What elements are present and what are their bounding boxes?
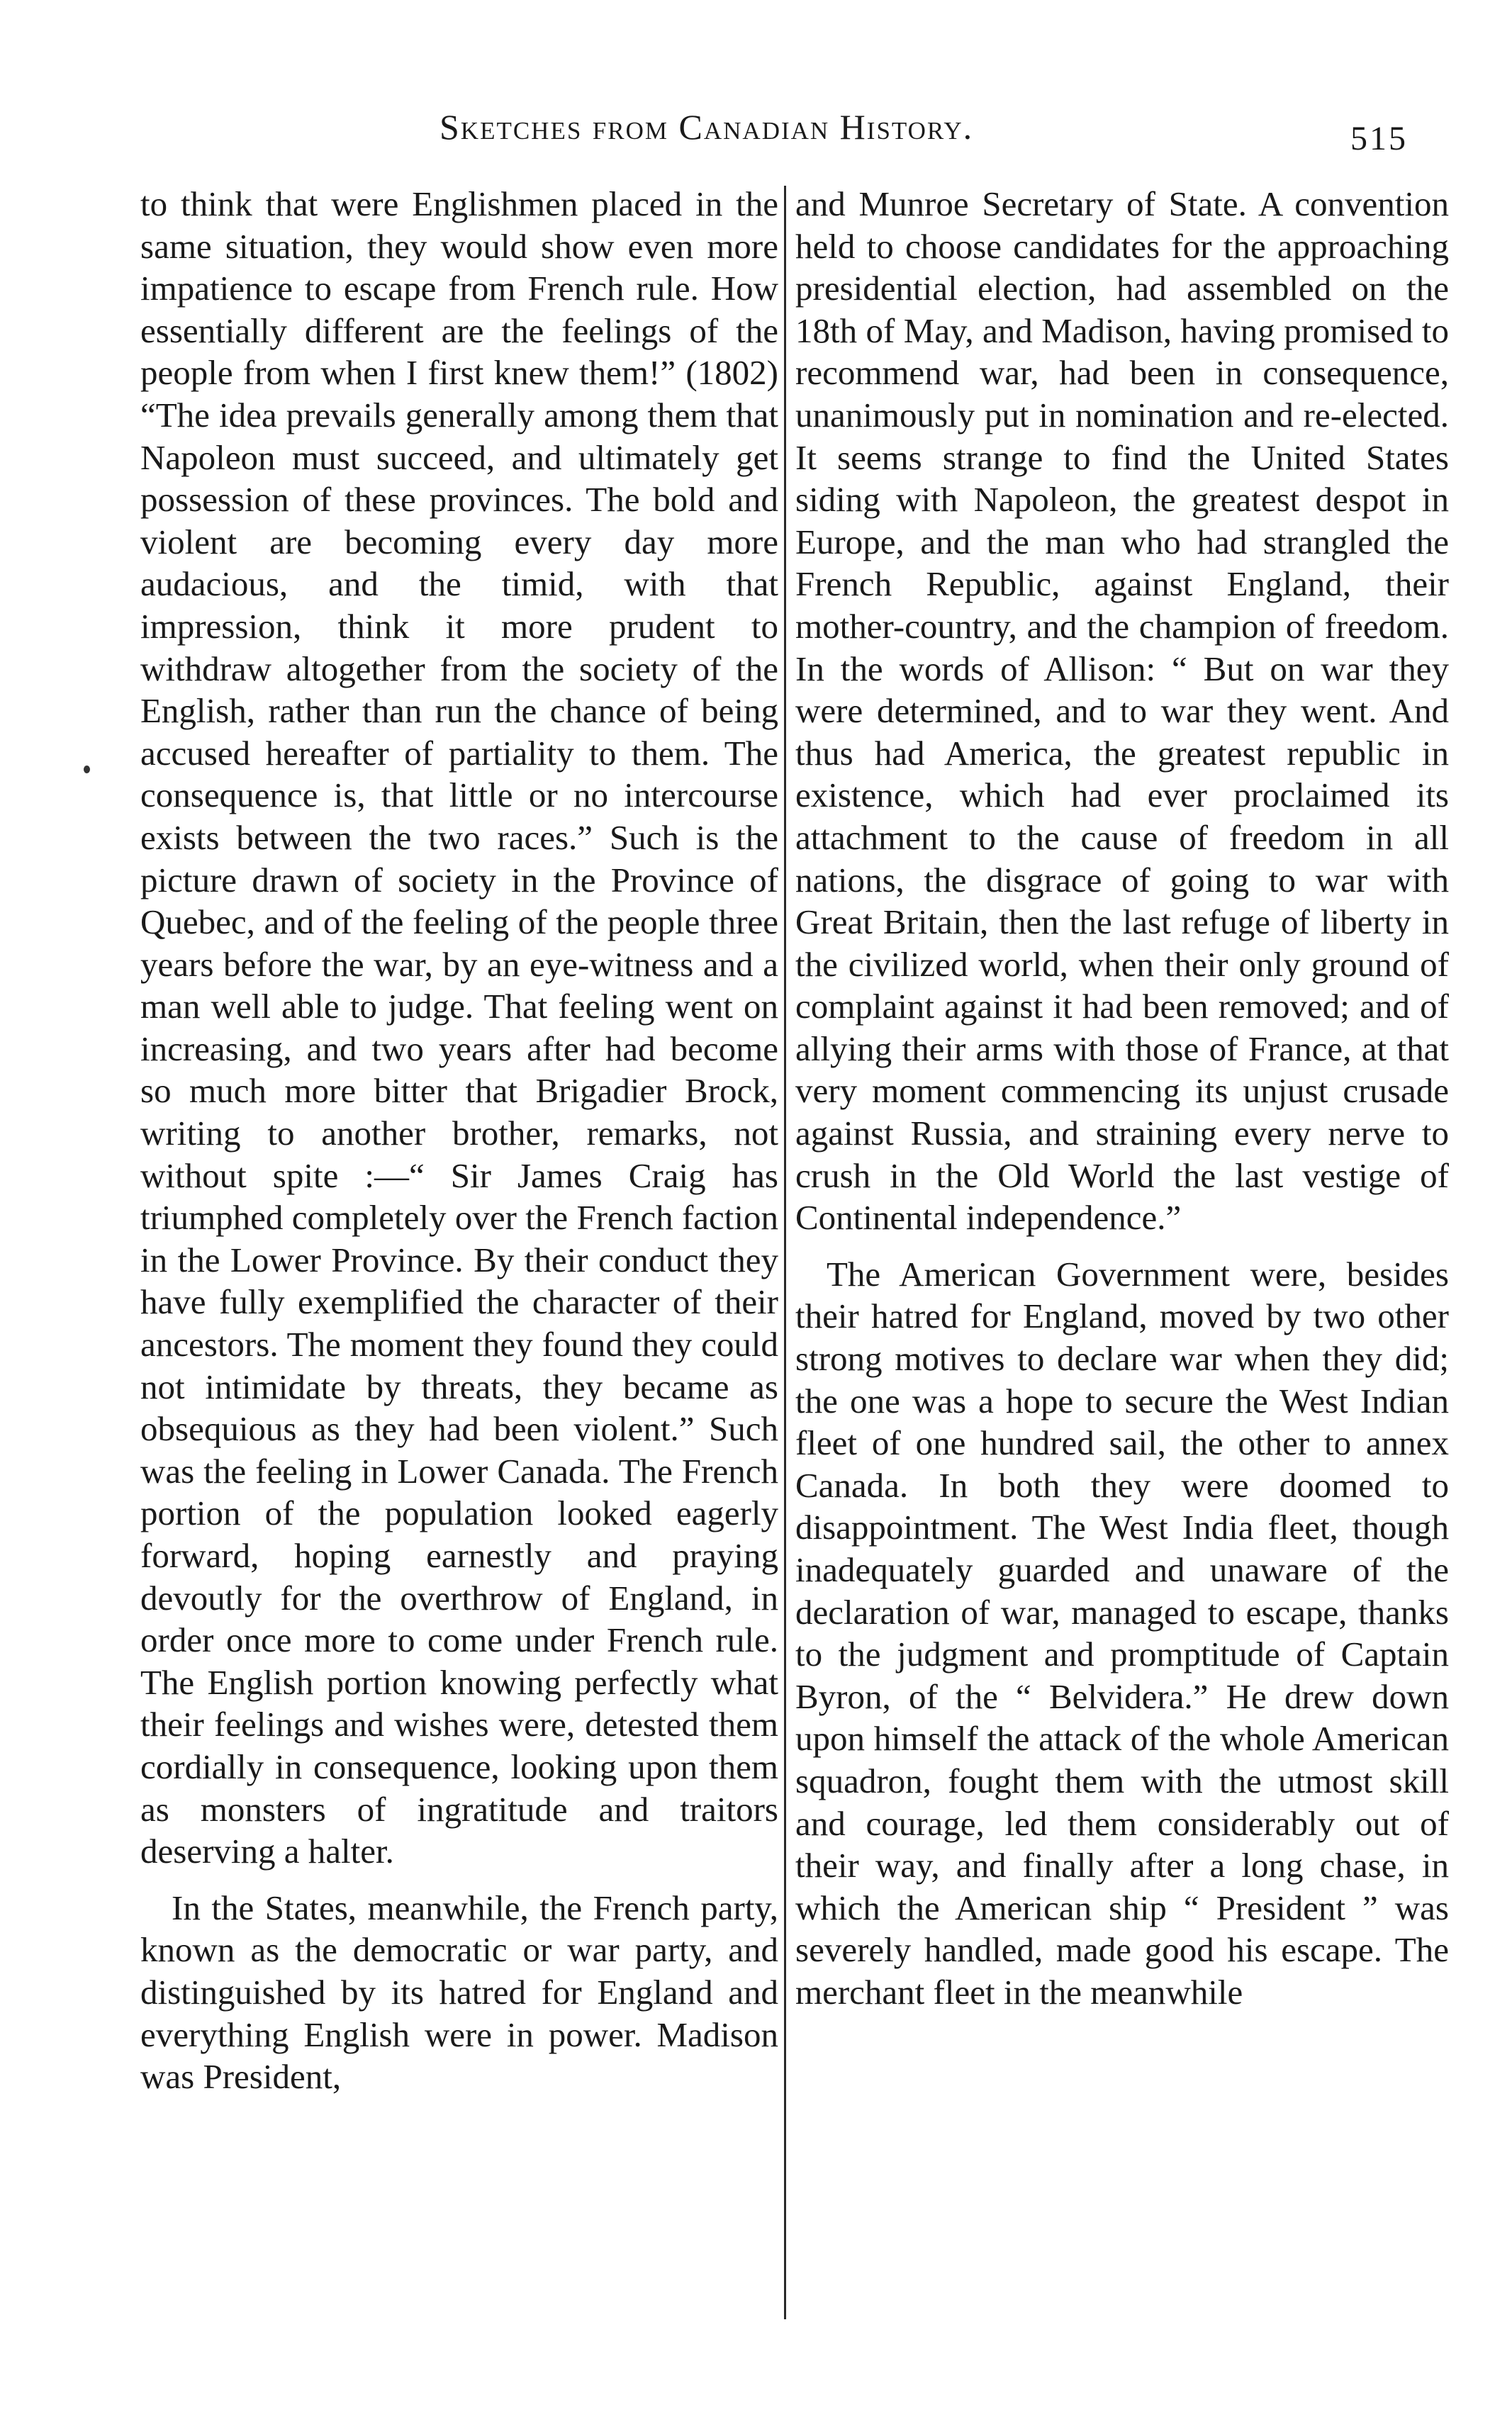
right-paragraph-2: The American Government were, besides their hatred for England, moved by two other strong motives to declare war when they did; the one was a hope to secure the West Indian fleet of one hundred sail, the other to annex Canada. In both they were doomed to disappointment. The West India fleet, though inadequately guarded and unaware of the declaration of war, managed to escape, thanks to the judgment and promptitude of Captain Byron, of the “ Belvidera.” He drew down upon himself the attack of the whole American squadron, fought them with the utmost skill and courage, led them considerably out of their way, and finally after a long chase, in which the American ship “ President ” was severely handled, made good his escape. The merchant fleet in the meanwhile (795, 1254, 1449, 2012)
column-divider (784, 186, 786, 2319)
left-column (140, 183, 778, 2098)
running-title: Sketches from Canadian History. (439, 107, 974, 147)
page-number: 515 (1350, 120, 1408, 157)
right-paragraph-1: and Munroe Secretary of State. A convention held to choose candidates for the approaching presidential election, had assembled on the 18th of May, and Madison, having promised to recommend war, had been in consequence, unanimously put in nomination and re-elected. It seems strange to find the United States siding with Napoleon, the greatest despot in Europe, and the man who had strangled the French Republic, against England, their mother-country, and the champion of freedom. In the words of Allison: “ But on war they were determined, and to war they went. And thus had America, the greatest republic in existence, which had ever proclaimed its attachment to the cause of freedom in all nations, the disgrace of going to war with Great Britain, then the last refuge of liberty in the civilized world, when their only ground of complaint against it had been removed; and of allying their arms with those of France, at that very moment commencing its unjust crusade against Russia, and straining every nerve to crush in the Old World the last vestige of Continental independence.” (795, 184, 1449, 1238)
right-column (795, 183, 1449, 2014)
margin-mark (84, 766, 90, 773)
left-paragraph-1: to think that were Englishmen placed in the same situation, they would show even more impatience to escape from French rule. How essentially different are the feelings of the people from when I first knew them!” (1802) “The idea prevails generally among them that Napoleon must succeed, and ultimately get possession of these provinces. The bold and violent are becoming every day more audacious, and the timid, with that impression, think it more prudent to withdraw altogether from the society of the English, rather than run the chance of being accused hereafter of partiality to them. The consequence is, that little or no intercourse exists between the two races.” Such is the picture drawn of society in the Province of Quebec, and of the feeling of the people three years before the war, by an eye-witness and a man well able to judge. That feeling went on increasing, and two years after had become so much more bitter that Brigadier Brock, writing to another brother, remarks, not without spite :—“ Sir James Craig has triumphed completely over the French faction in the Lower Province. By their conduct they have fully exemplified the character of their ancestors. The moment they found they could not intimidate by threats, they became as obsequious as they had been violent.” Such was the feeling in Lower Canada. The French portion of the population looked eagerly forward, hoping earnestly and praying devoutly for the overthrow of England, in order once more to come under French rule. The English portion knowing perfectly what their feelings and wishes were, detested them cordially in consequence, looking upon them as monsters of ingratitude and traitors deserving a halter. (140, 184, 778, 1871)
left-paragraph-2: In the States, meanwhile, the French party, known as the democratic or war party, and distinguished by its hatred for England and everything English were in power. Madison was President, (140, 1888, 778, 2097)
